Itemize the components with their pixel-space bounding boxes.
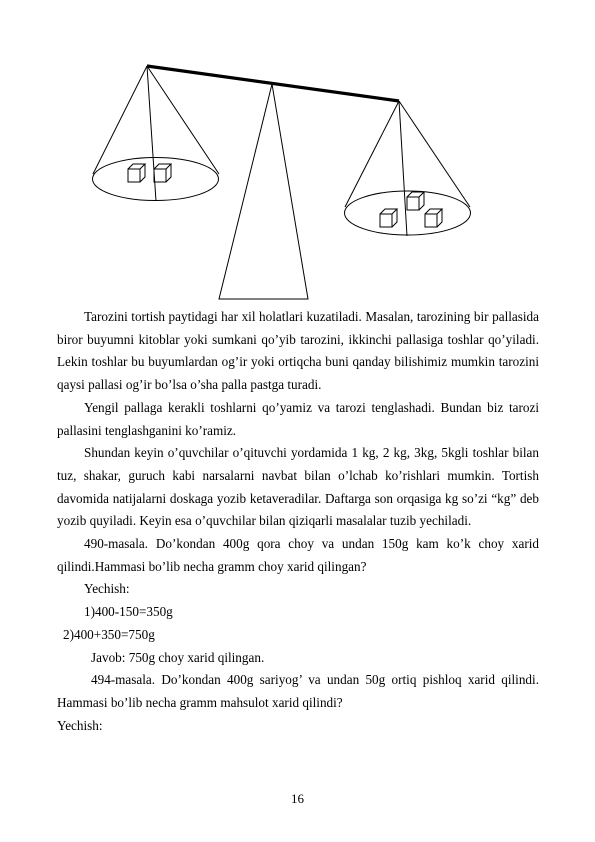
page-number: 16 [291, 791, 304, 806]
solution-step-2: 2)400+350=750g [63, 626, 155, 642]
scale-beam [147, 66, 399, 101]
body-text [57, 306, 539, 737]
right-pan-string [345, 101, 399, 207]
weight-cube [380, 209, 397, 227]
paragraph-balancing: Yengil pallaga kerakli toshlarni qo’yamiz va tarozi tenglashadi. Bundan biz tarozi pallasini tenglashganini ko’ramiz. [57, 399, 539, 438]
scale-stand [219, 84, 308, 299]
weight-cube [128, 164, 145, 182]
paragraph-scale-observation: Tarozini tortish paytidagi har xil holatlari kuzatiladi. Masalan, tarozining bir pallasida biror buyumni kitoblar yoki sumkani qo’yib tarozini, ikkinchi pallasiga toshlar qo’yiladi. Lekin toshlar bu buyumlardan og’ir yoki ortiqcha buni qanday bilishimiz mumkin tarozini qaysi pallasi og’ir bo’lsa o’sha palla pastga turadi. [57, 309, 539, 393]
weight-cube [154, 164, 171, 182]
left-pan-string [147, 66, 156, 201]
paragraph-measuring-activity: Shundan keyin o’quvchilar o’qituvchi yordamida 1 kg, 2 kg, 3kg, 5kgli toshlar bilan tuz, shakar, guruch kabi narsalarni navbat bilan o’lchab ko’rishlari mumkin. Tortish davomida natijalarni doskaga yozib ketaveradilar. Daftarga son orqasiga kg so’zi “kg” deb yozib quyiladi. Keyin esa o’quvchilar bilan qiziqarli masalalar tuzib yechiladi. [57, 445, 539, 529]
problem-494: 494-masala. Do’kondan 400g sariyog’ va undan 50g ortiq pishloq xarid qilindi. Hammasi bo’lib necha gramm mahsulot xarid qilindi? [57, 672, 539, 710]
weight-cube [407, 192, 424, 210]
weight-cube [425, 209, 442, 227]
solution-step-1: 1)400-150=350g [84, 604, 173, 620]
balance-scale-illustration [0, 0, 595, 310]
right-pan-string [399, 101, 407, 236]
answer-line: Javob: 750g choy xarid qilingan. [91, 649, 265, 665]
solution-heading: Yechish: [84, 581, 130, 597]
problem-490: 490-masala. Do’kondan 400g qora choy va undan 150g kam ko’k choy xarid qilindi.Hammasi bo’lib necha gramm choy xarid qilingan? [57, 536, 539, 574]
solution-heading-2: Yechish: [57, 717, 103, 733]
